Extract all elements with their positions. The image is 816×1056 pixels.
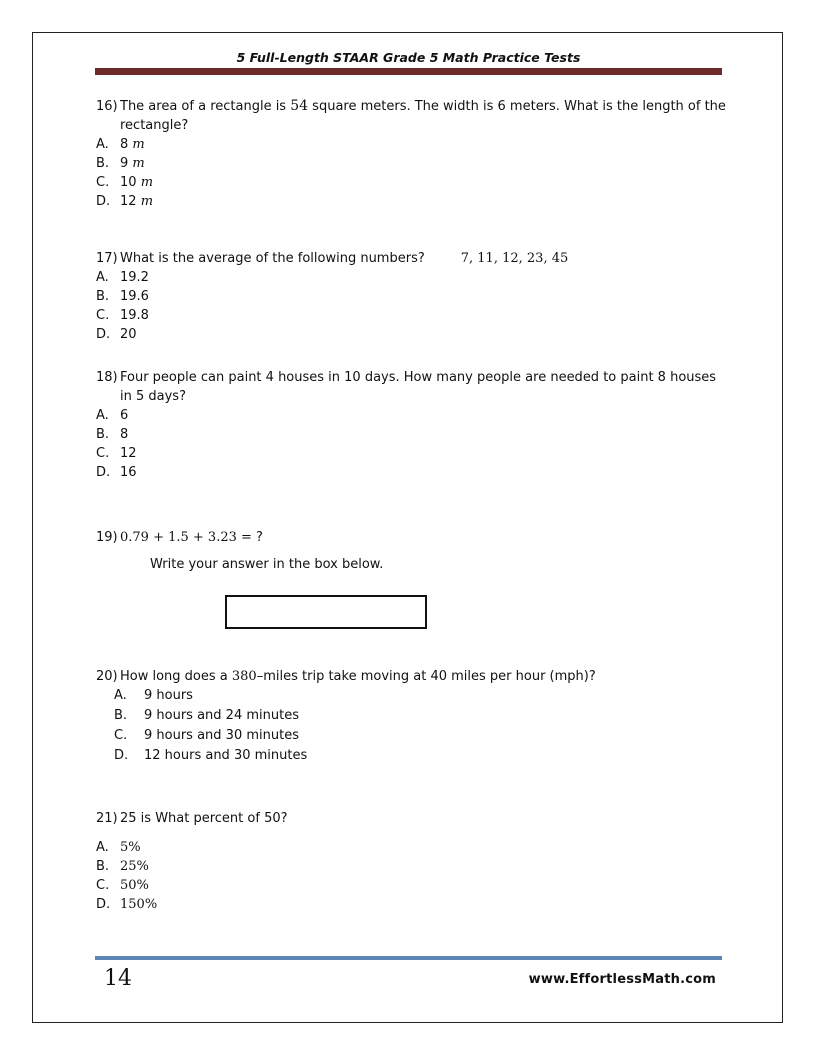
question-number: 18) (96, 370, 118, 385)
question-number: 20) (96, 669, 118, 684)
website-link[interactable]: www.EffortlessMath.com (528, 972, 716, 987)
question-stem: What is the average of the following numbers? 7, 11, 12, 23, 45 (120, 251, 569, 266)
question-21 (96, 809, 726, 914)
option-b[interactable]: B. 19.6 (96, 289, 149, 304)
header-rule (95, 68, 722, 75)
option-c[interactable]: C. 10 m (96, 175, 154, 190)
footer-rule (95, 956, 722, 960)
option-b[interactable]: B. 8 (96, 427, 129, 442)
option-a[interactable]: A. 5% (96, 840, 141, 855)
option-b[interactable]: B. 25% (96, 859, 149, 874)
option-d[interactable]: D. 12 hours and 30 minutes (114, 748, 308, 763)
question-stem: 25 is What percent of 50? (120, 811, 288, 826)
option-a[interactable]: A. 19.2 (96, 270, 149, 285)
option-c[interactable]: C. 50% (96, 878, 149, 893)
option-b[interactable]: B. 9 hours and 24 minutes (114, 708, 299, 723)
question-number: 16) (96, 99, 118, 114)
answer-box[interactable] (225, 595, 427, 629)
option-b[interactable]: B. 9 m (96, 156, 145, 171)
question-18 (96, 368, 726, 482)
question-16 (96, 97, 726, 211)
option-c[interactable]: C. 9 hours and 30 minutes (114, 728, 299, 743)
question-17 (96, 249, 726, 344)
question-19 (96, 528, 726, 547)
option-d[interactable]: D. 16 (96, 465, 137, 480)
header-title: 5 Full-Length STAAR Grade 5 Math Practice Tests (236, 50, 581, 65)
option-d[interactable]: D. 150% (96, 897, 158, 912)
answer-instruction: Write your answer in the box below. (150, 557, 384, 572)
option-a[interactable]: A. 8 m (96, 137, 145, 152)
option-c[interactable]: C. 12 (96, 446, 137, 461)
option-a[interactable]: A. 6 (96, 408, 129, 423)
option-c[interactable]: C. 19.8 (96, 308, 149, 323)
question-stem: How long does a 380–miles trip take moving at 40 miles per hour (mph)? (120, 669, 596, 684)
question-number: 17) (96, 251, 118, 266)
option-d[interactable]: D. 12 m (96, 194, 154, 209)
option-d[interactable]: D. 20 (96, 327, 137, 342)
option-a[interactable]: A. 9 hours (114, 688, 193, 703)
question-stem: Four people can paint 4 houses in 10 days. How many people are needed to paint 8 houses in 5 days? (120, 370, 717, 404)
question-stem: The area of a rectangle is 54 square meters. The width is 6 meters. What is the length of the rectangle? (120, 98, 726, 133)
question-number: 19) (96, 530, 118, 545)
page-number: 14 (104, 966, 132, 991)
question-expression: 0.79 + 1.5 + 3.23 = ? (120, 530, 263, 545)
question-20 (96, 667, 726, 766)
question-number: 21) (96, 811, 118, 826)
number-list: 7, 11, 12, 23, 45 (460, 251, 569, 266)
